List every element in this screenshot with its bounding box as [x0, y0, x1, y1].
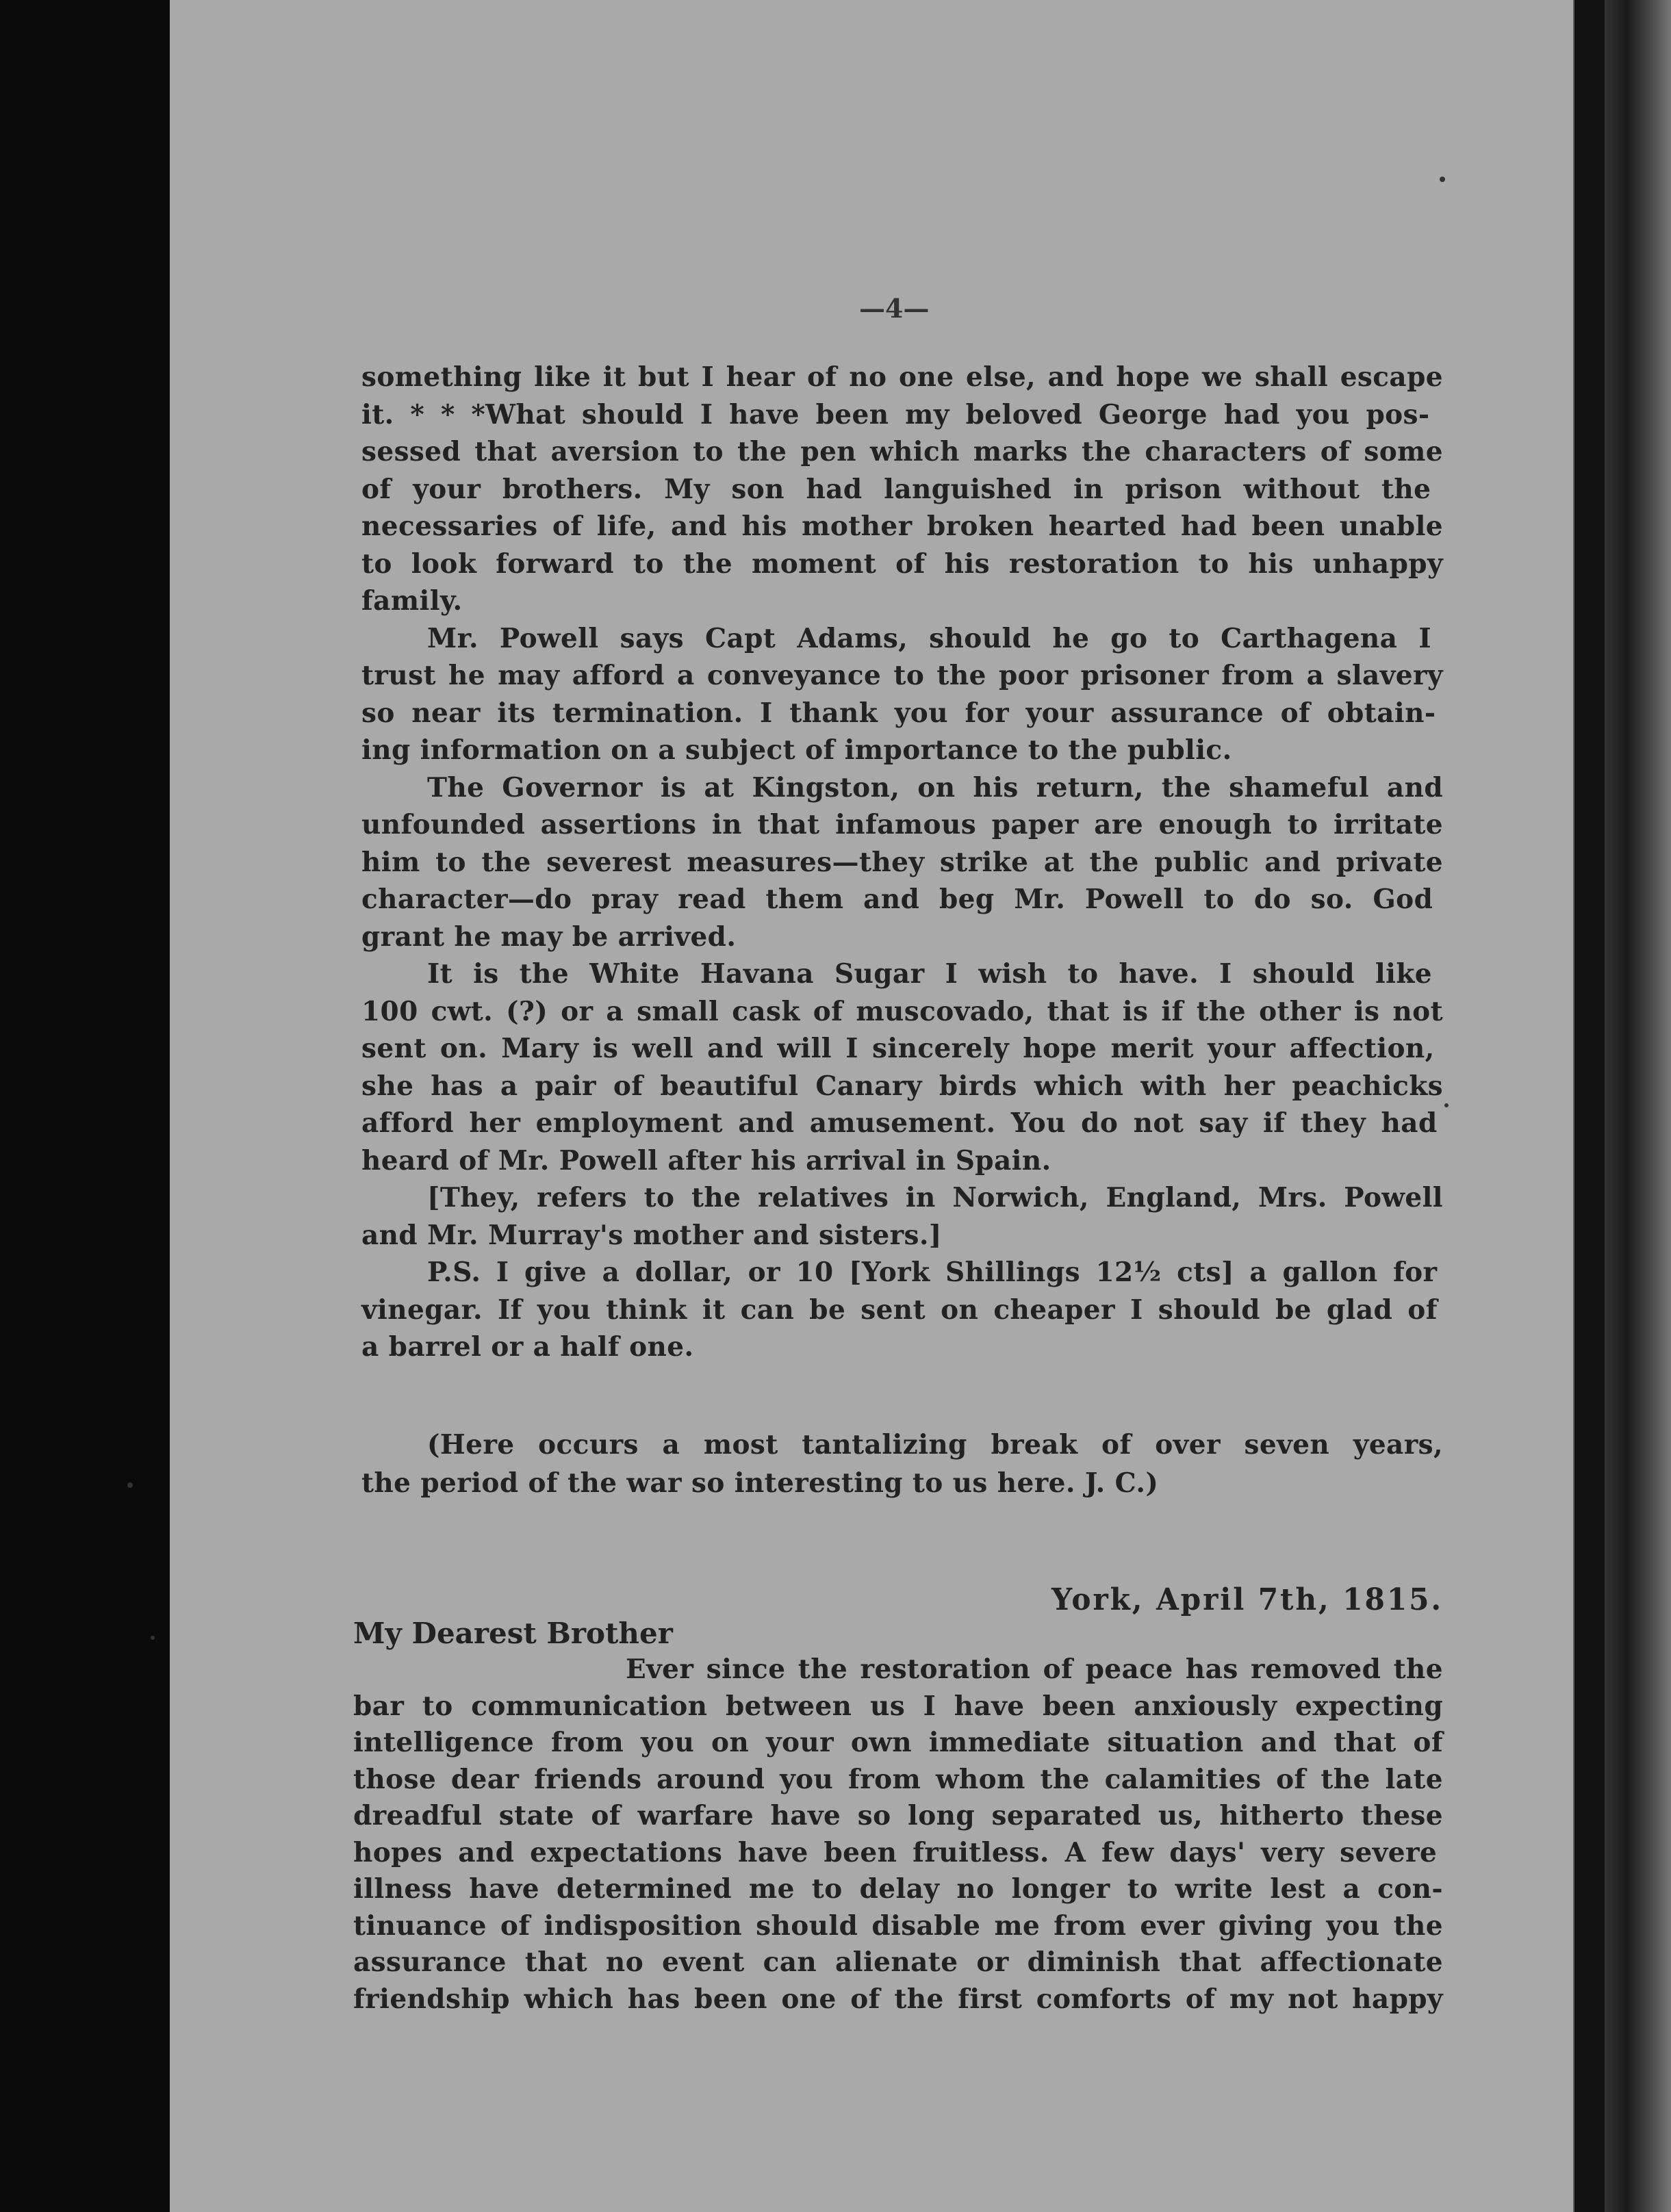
paragraph-line: [They, refers to the relatives in Norwich, England, Mrs. Powell: [427, 1182, 1443, 1213]
paragraph-line: it. * * *What should I have been my beloved George had you pos-: [361, 398, 1430, 430]
paragraph-line: P.S. I give a dollar, or 10 [York Shillings 12½ cts] a gallon for: [427, 1257, 1438, 1288]
letter-line: tinuance of indisposition should disable me from ever giving you the: [353, 1909, 1443, 1942]
editorial-note-line: (Here occurs a most tantalizing break of over seven years,: [427, 1429, 1443, 1461]
scan-speck: [127, 1482, 133, 1488]
paragraph-line: It is the White Havana Sugar I wish to have. I should like: [427, 958, 1432, 990]
paragraph-line: The Governor is at Kingston, on his return, the shameful and: [427, 771, 1443, 803]
letter-line: bar to communication between us I have been anxiously expecting: [353, 1690, 1443, 1722]
paragraph-line: a barrel or a half one.: [361, 1331, 694, 1363]
paragraph-line: family.: [361, 585, 463, 617]
paragraph-line: grant he may be arrived.: [361, 921, 737, 953]
paragraph-line: 100 cwt. (?) or a small cask of muscovado, that is if the other is not: [361, 995, 1443, 1027]
editorial-note-line: the period of the war so interesting to us here. J. C.): [361, 1467, 1159, 1499]
letter-line: friendship which has been one of the first comforts of my not happy: [353, 1983, 1443, 2015]
letter-line: those dear friends around you from whom the calamities of the late: [353, 1763, 1443, 1795]
letter-line: hopes and expectations have been fruitless. A few days' very severe: [353, 1836, 1438, 1868]
paragraph-line: ing information on a subject of importance to the public.: [361, 734, 1232, 766]
scan-speck: [1440, 177, 1445, 182]
paragraph-line: of your brothers. My son had languished in prison without the: [361, 473, 1431, 505]
paragraph-line: him to the severest measures—they strike at the public and private: [361, 846, 1443, 878]
paragraph-line: sessed that aversion to the pen which marks the characters of some: [361, 436, 1443, 467]
paragraph-line: something like it but I hear of no one else, and hope we shall escape: [361, 361, 1443, 393]
paragraph-line: character—do pray read them and beg Mr. Powell to do so. God: [361, 884, 1433, 915]
letter-salutation: My Dearest Brother: [353, 1617, 673, 1650]
paragraph-line: necessaries of life, and his mother broken hearted had been unable: [361, 511, 1443, 542]
paragraph-line: unfounded assertions in that infamous paper are enough to irritate: [361, 809, 1443, 840]
scan-speck: [151, 1636, 155, 1640]
paragraph-line: and Mr. Murray's mother and sisters.]: [361, 1219, 942, 1251]
paragraph-line: sent on. Mary is well and will I sincerely hope merit your affection,: [361, 1033, 1435, 1064]
paragraph-line: she has a pair of beautiful Canary birds which with her peachicks: [361, 1070, 1443, 1102]
letter-line: Ever since the restoration of peace has removed the: [626, 1654, 1443, 1685]
letter-line: intelligence from you on your own immediate situation and that of: [353, 1727, 1443, 1758]
letter-line: illness have determined me to delay no longer to write lest a con-: [353, 1873, 1443, 1905]
letter-line: assurance that no event can alienate or diminish that affectionate: [353, 1946, 1443, 1978]
paragraph-line: trust he may afford a conveyance to the poor prisoner from a slavery: [361, 660, 1443, 691]
paragraph-line: to look forward to the moment of his restoration to his unhappy: [361, 548, 1443, 580]
paragraph-line: so near its termination. I thank you for your assurance of obtain-: [361, 697, 1436, 729]
letter-dateline: York, April 7th, 1815.: [1051, 1582, 1444, 1617]
page-number: —4—: [859, 293, 930, 324]
paragraph-line: vinegar. If you think it can be sent on cheaper I should be glad of: [361, 1294, 1438, 1326]
paragraph-line: Mr. Powell says Capt Adams, should he go to Carthagena I: [427, 622, 1431, 654]
scan-speck: [1444, 1103, 1449, 1107]
paragraph-line: heard of Mr. Powell after his arrival in Spain.: [361, 1144, 1051, 1176]
scan-left-border: [0, 0, 170, 2212]
page-edge-shadow: [1574, 0, 1605, 2212]
letter-line: dreadful state of warfare have so long separated us, hitherto these: [353, 1800, 1443, 1831]
paragraph-line: afford her employment and amusement. You do not say if they had: [361, 1107, 1438, 1139]
